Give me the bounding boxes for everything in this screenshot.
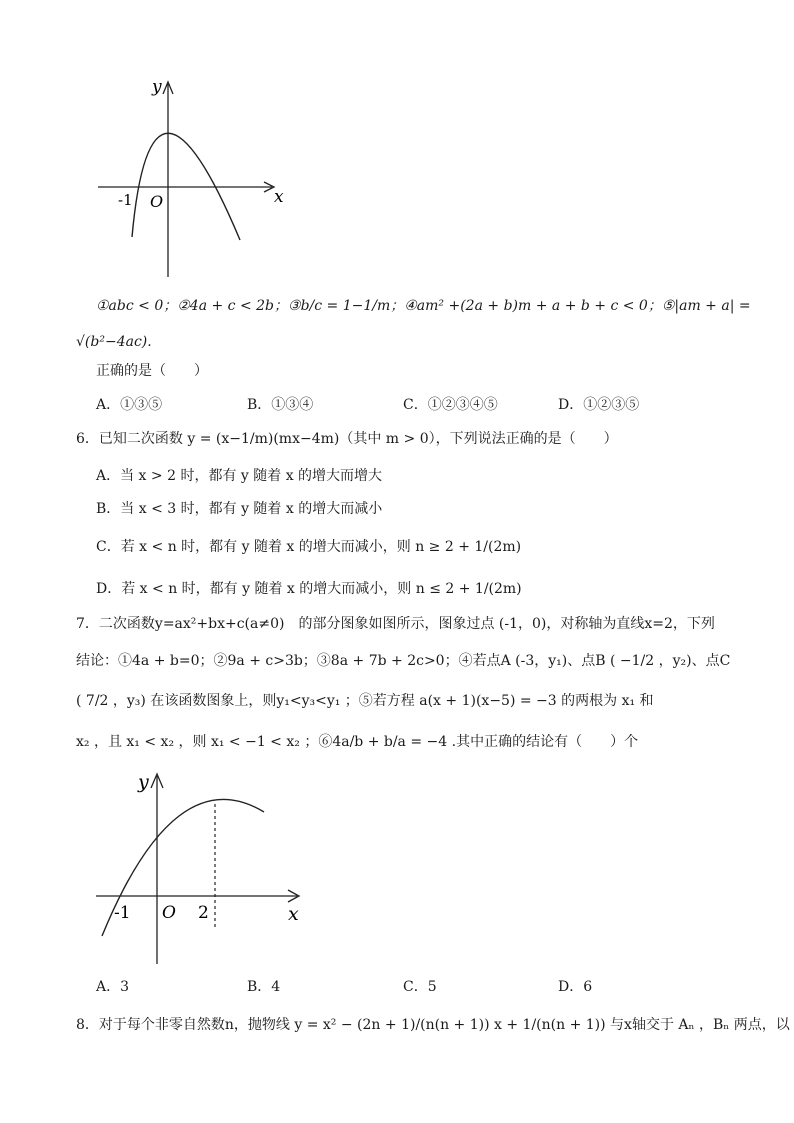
y-axis-label: y	[152, 77, 162, 97]
q5-option-a: A．①③⑤	[96, 397, 163, 413]
q5-prompt: 正确的是（ ）	[96, 363, 208, 379]
origin-label: O	[162, 903, 176, 923]
parabola-graph-2	[92, 768, 312, 968]
q8-line1: 8．对于每个非零自然数n，抛物线 y = x² − (2n + 1)/(n(n + 1)) x + 1/(n(n + 1)) 与x轴交于 Aₙ ，Bₙ 两点，以	[76, 1017, 790, 1033]
tick-label-neg1: -1	[118, 191, 133, 209]
y-axis-label: y	[138, 771, 149, 793]
q7-line1: 7．二次函数y=ax²+bx+c(a≠0) 的部分图象如图所示，图象过点 (-1，0)，对称轴为直线x=2，下列	[76, 616, 715, 632]
q7-option-c: C．5	[403, 979, 437, 995]
q5-statements-line2: √(b²−4ac).	[76, 334, 152, 350]
q7-option-a: A．3	[96, 979, 130, 995]
q6-option-a: A．当 x > 2 时，都有 y 随着 x 的增大而增大	[96, 468, 383, 484]
q7-option-d: D．6	[558, 979, 593, 995]
q6-stem: 6．已知二次函数 y = (x−1/m)(mx−4m)（其中 m > 0），下列说法正确的是（ ）	[76, 431, 618, 447]
q6-option-b: B．当 x < 3 时，都有 y 随着 x 的增大而减小	[96, 501, 383, 517]
q7-line4: x₂ ，且 x₁ < x₂ ，则 x₁ < −1 < x₂ ；⑥4a/b + b/a = −4 .其中正确的结论有（ ）个	[76, 734, 639, 750]
q5-option-c: C．①②③④⑤	[403, 397, 498, 413]
q5-option-b: B．①③④	[247, 397, 314, 413]
q5-option-d: D．①②③⑤	[558, 397, 640, 413]
x-axis-label: x	[288, 903, 299, 925]
tick-label-2: 2	[198, 903, 209, 923]
origin-label: O	[150, 192, 164, 211]
q5-statements-line1: ①abc < 0；②4a + c < 2b；③b/c = 1−1/m；④am² +(2a + b)m + a + b + c < 0；⑤|am + a| =	[96, 298, 751, 314]
q7-option-b: B．4	[247, 979, 281, 995]
q6-option-d: D．若 x < n 时，都有 y 随着 x 的增大而减小，则 n ≤ 2 + 1/(2m)	[96, 581, 522, 597]
q7-line3: ( 7/2 ，y₃) 在该函数图象上，则y₁<y₃<y₁ ；⑤若方程 a(x + 1)(x−5) = −3 的两根为 x₁ 和	[76, 693, 654, 709]
parabola-graph-1	[90, 72, 290, 282]
x-axis-label: x	[274, 187, 284, 207]
q6-option-c: C．若 x < n 时，都有 y 随着 x 的增大而减小，则 n ≥ 2 + 1/(2m)	[96, 539, 522, 555]
q7-line2: 结论：①4a + b=0；②9a + c>3b；③8a + 7b + 2c>0；④若点A (-3，y₁)、点B ( −1/2 ，y₂)、点C	[76, 653, 731, 669]
tick-label-neg1: -1	[114, 903, 131, 923]
